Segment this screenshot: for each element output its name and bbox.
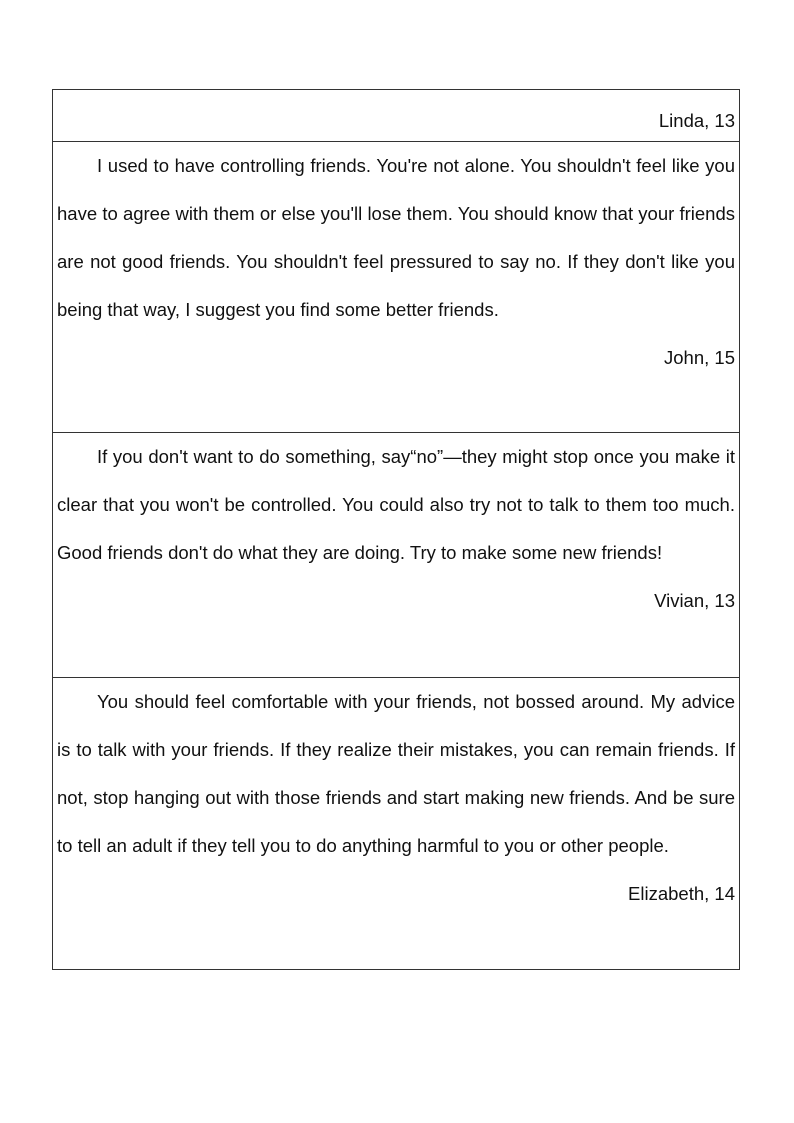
letter-body: If you don't want to do something, say“no”—they might stop once you make it clear that you won't be controlled. You could also try not to talk to them too much. Good friends don't do what they are doing. Try to make some new friends! <box>57 446 735 563</box>
letter-row <box>53 678 739 969</box>
letter-body: You should feel comfortable with your friends, not bossed around. My advice is to talk with your friends. If they realize their mistakes, you can remain friends. If not, stop hanging out with those friends and start making new friends. And be sure to tell an adult if they tell you to do anything harmful to you or other people. <box>57 691 735 856</box>
letter-body: I used to have controlling friends. You're not alone. You shouldn't feel like you have to agree with them or else you'll lose them. You should know that your friends are not good friends. You shouldn't feel pressured to say no. If they don't like you being that way, I suggest you find some better friends. <box>57 155 735 320</box>
signature: John, 15 <box>664 347 735 368</box>
letters-table <box>52 89 740 970</box>
letter-row <box>53 142 739 433</box>
signature: Elizabeth, 14 <box>628 883 735 904</box>
signature: Vivian, 13 <box>654 590 735 611</box>
letter-row <box>53 433 739 678</box>
signature: Linda, 13 <box>658 110 735 131</box>
header-signature-row <box>53 90 739 142</box>
